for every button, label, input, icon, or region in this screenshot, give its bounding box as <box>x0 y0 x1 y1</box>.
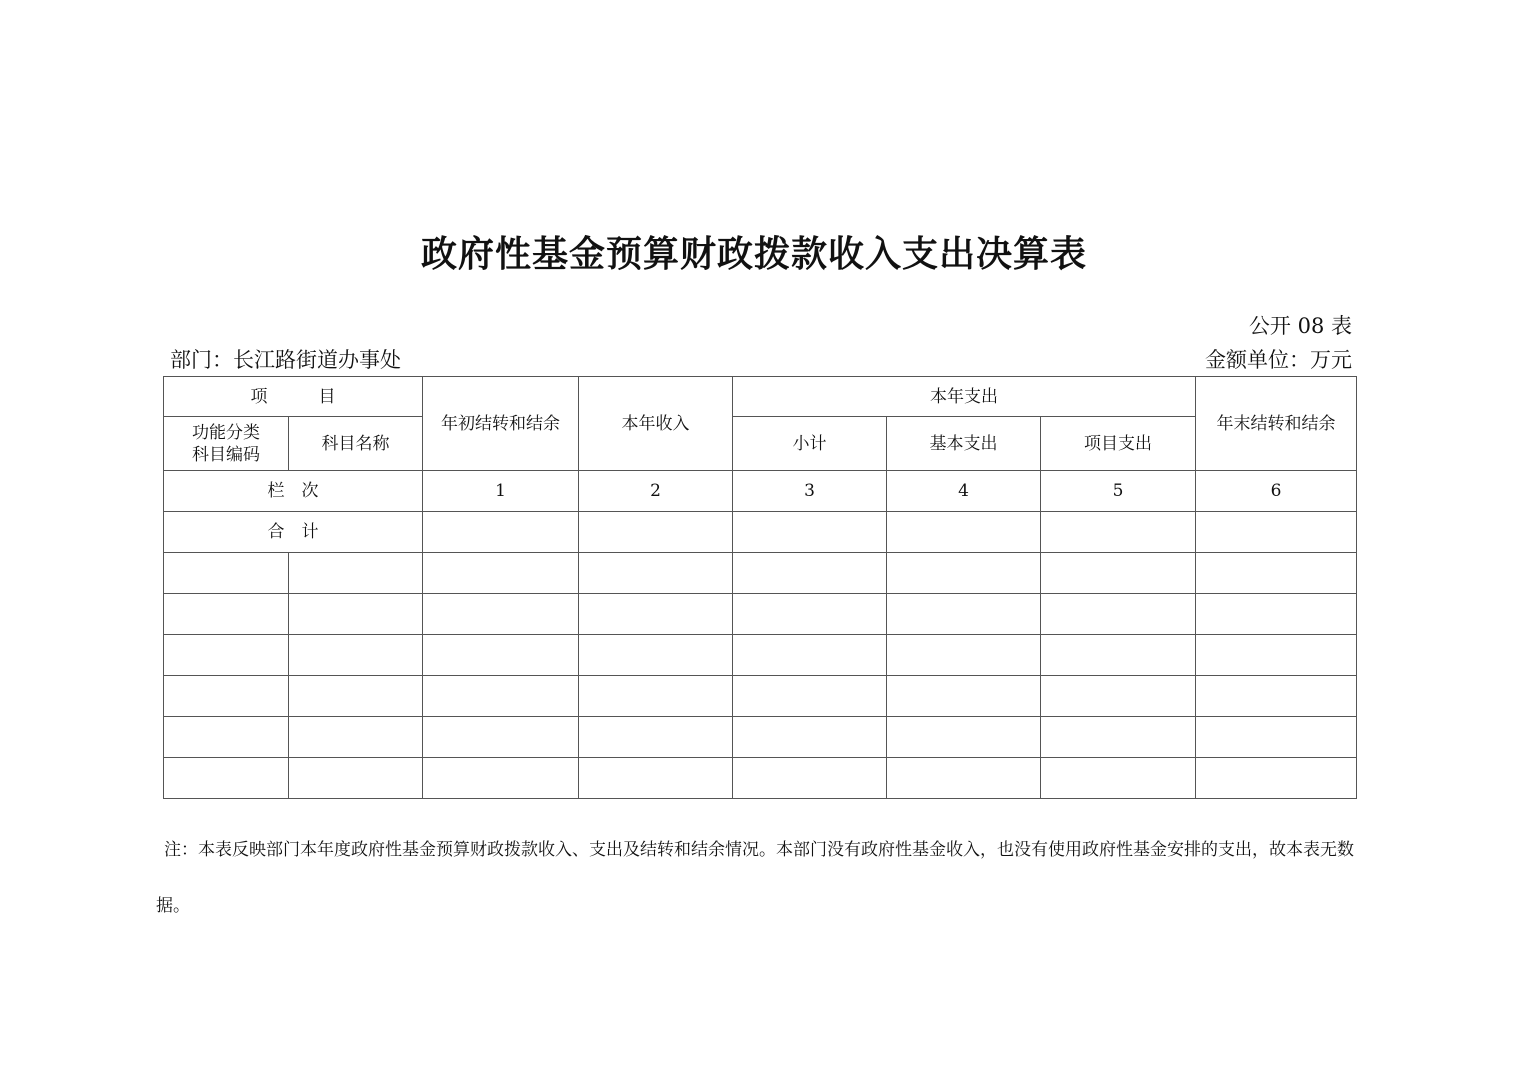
table-cell <box>164 717 289 758</box>
header-subject-name: 科目名称 <box>289 417 423 471</box>
column-index-number: 4 <box>887 471 1041 512</box>
table-cell <box>733 512 887 553</box>
fund-budget-table <box>163 376 1357 799</box>
table-cell <box>289 758 423 799</box>
table-cell <box>164 635 289 676</box>
header-expense-group: 本年支出 <box>733 377 1196 417</box>
table-cell <box>1041 717 1196 758</box>
table-row <box>164 635 1357 676</box>
header-end-balance: 年末结转和结余 <box>1196 377 1357 471</box>
table-cell <box>423 635 579 676</box>
table-cell <box>423 717 579 758</box>
table-cell <box>164 553 289 594</box>
table-cell <box>1196 717 1357 758</box>
table-cell <box>579 635 733 676</box>
table-cell <box>423 594 579 635</box>
table-note: 注：本表反映部门本年度政府性基金预算财政拨款收入、支出及结转和结余情况。本部门没有政府性基金收入，也没有使用政府性基金安排的支出，故本表无数据。 <box>156 840 1354 916</box>
table-cell <box>579 717 733 758</box>
table-cell <box>1196 594 1357 635</box>
table-cell <box>1196 553 1357 594</box>
table-cell <box>423 676 579 717</box>
header-project-expense: 项目支出 <box>1041 417 1196 471</box>
table-cell <box>1196 676 1357 717</box>
table-cell <box>1041 635 1196 676</box>
table-cell <box>1041 553 1196 594</box>
table-row <box>164 676 1357 717</box>
table-cell <box>733 758 887 799</box>
table-cell <box>164 758 289 799</box>
table-cell <box>887 758 1041 799</box>
total-label: 合 计 <box>164 512 423 553</box>
header-begin-balance: 年初结转和结余 <box>423 377 579 471</box>
table-cell <box>887 553 1041 594</box>
table-cell <box>579 512 733 553</box>
table-row <box>164 717 1357 758</box>
header-func-code-line1: 功能分类 <box>192 422 260 443</box>
table-row <box>164 758 1357 799</box>
column-index-number: 3 <box>733 471 887 512</box>
column-index-number: 5 <box>1041 471 1196 512</box>
table-row <box>164 553 1357 594</box>
header-item: 项 目 <box>164 377 423 417</box>
header-basic-expense: 基本支出 <box>887 417 1041 471</box>
table-cell <box>1041 758 1196 799</box>
table-cell <box>733 676 887 717</box>
table-cell <box>1196 512 1357 553</box>
table-cell <box>1196 635 1357 676</box>
table-cell <box>164 594 289 635</box>
table-cell <box>289 553 423 594</box>
table-cell <box>1041 676 1196 717</box>
table-cell <box>423 553 579 594</box>
table-cell <box>733 717 887 758</box>
header-func-code <box>164 417 289 471</box>
table-cell <box>289 635 423 676</box>
table-cell <box>579 676 733 717</box>
header-row-1 <box>164 377 1357 417</box>
column-index-number: 2 <box>579 471 733 512</box>
page-title: 政府性基金预算财政拨款收入支出决算表 <box>420 234 1087 275</box>
table-cell <box>1041 512 1196 553</box>
header-row-2 <box>164 417 1357 471</box>
table-cell <box>887 676 1041 717</box>
column-index-label: 栏 次 <box>164 471 423 512</box>
table-cell <box>887 512 1041 553</box>
amount-unit-label: 金额单位：万元 <box>1205 348 1352 372</box>
header-func-code-line2: 科目编码 <box>192 444 260 465</box>
form-number: 公开 08 表 <box>1248 314 1352 338</box>
table-cell <box>289 676 423 717</box>
table-cell <box>579 553 733 594</box>
table-row <box>164 594 1357 635</box>
column-index-row <box>164 471 1357 512</box>
table-cell <box>1041 594 1196 635</box>
header-income: 本年收入 <box>579 377 733 471</box>
table-cell <box>733 635 887 676</box>
table-cell <box>423 758 579 799</box>
table-cell <box>887 717 1041 758</box>
header-subtotal: 小计 <box>733 417 887 471</box>
table-cell <box>289 594 423 635</box>
department-label: 部门：长江路街道办事处 <box>170 348 401 372</box>
table-cell <box>423 512 579 553</box>
table-cell <box>733 553 887 594</box>
table-cell <box>164 676 289 717</box>
table-cell <box>887 635 1041 676</box>
table-cell <box>1196 758 1357 799</box>
table-cell <box>289 717 423 758</box>
column-index-number: 1 <box>423 471 579 512</box>
table-cell <box>579 594 733 635</box>
table-cell <box>579 758 733 799</box>
table-cell <box>733 594 887 635</box>
total-row <box>164 512 1357 553</box>
column-index-number: 6 <box>1196 471 1357 512</box>
table-cell <box>887 594 1041 635</box>
